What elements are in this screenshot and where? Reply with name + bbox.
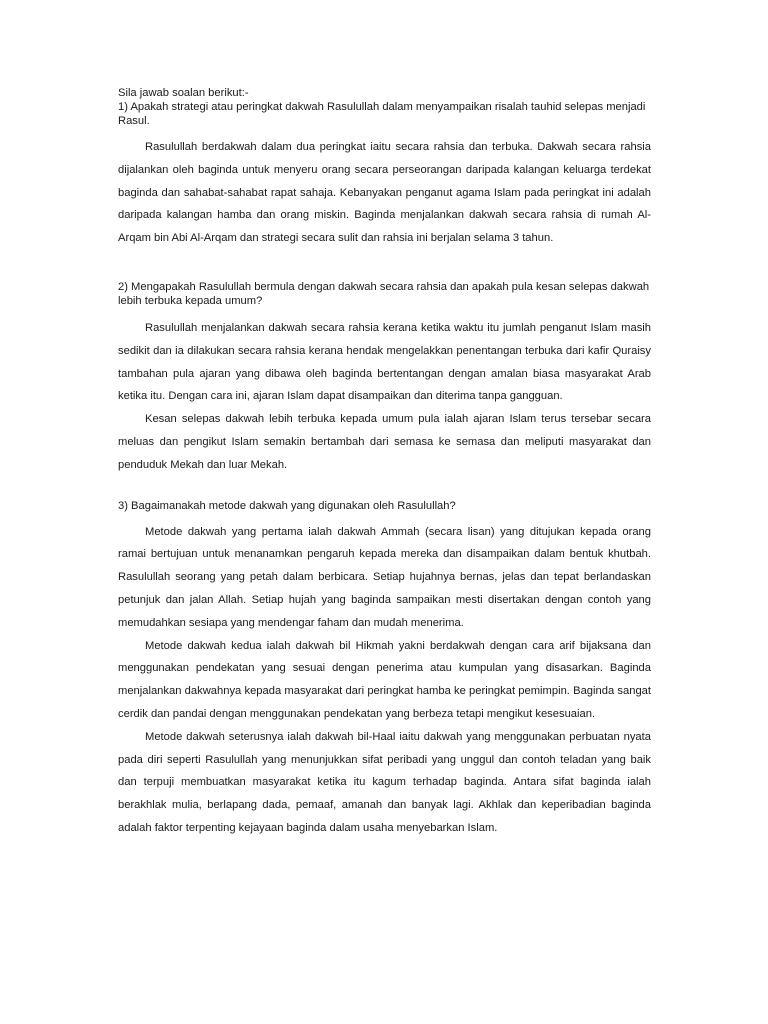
answer-2-paragraph-2: Kesan selepas dakwah lebih terbuka kepada umum pula ialah ajaran Islam terus tersebar secara meluas dan pengikut Islam semakin bertambah dari semasa ke semasa dan meliputi masyarakat dan penduduk Mekah dan luar Mekah. bbox=[118, 413, 651, 471]
answer-3-paragraph-1: Metode dakwah yang pertama ialah dakwah Ammah (secara lisan) yang ditujukan kepada orang ramai bertujuan untuk menanamkan pengaruh kepada mereka dan disampaikan dalam bentuk khutbah. Rasulullah seorang yang petah dalam berbicara. Setiap hujahnya bernas, jelas dan tepat berlandaskan petunjuk dan jalan Allah. Setiap hujah yang baginda sampaikan mesti disertakan dengan contoh yang memudahkan sesiapa yang mendengar faham dan mudah menerima. bbox=[118, 525, 651, 629]
intro-line: Sila jawab soalan berikut:- bbox=[118, 87, 249, 99]
question-2: 2) Mengapakah Rasulullah bermula dengan dakwah secara rahsia dan apakah pula kesan selepas dakwah lebih terbuka kepada umum? bbox=[118, 280, 650, 307]
question-1: 1) Apakah strategi atau peringkat dakwah Rasulullah dalam menyampaikan risalah tauhid selepas menjadi Rasul. bbox=[118, 101, 646, 127]
question-3: 3) Bagaimanakah metode dakwah yang digunakan oleh Rasulullah? bbox=[118, 499, 456, 512]
answer-1-paragraph-1: Rasulullah berdakwah dalam dua peringkat iaitu secara rahsia dan terbuka. Dakwah secara rahsia dijalankan oleh baginda untuk menyeru orang secara perseorangan daripada kalangan keluarga terdekat baginda dan sahabat-sahabat rapat sahaja. Kebanyakan penganut agama Islam pada peringkat ini adalah daripada kalangan hamba dan orang miskin. Baginda menjalankan dakwah secara rahsia di rumah Al-Arqam bin Abi Al-Arqam dan strategi secara sulit dan rahsia ini berjalan selama 3 tahun. bbox=[118, 141, 651, 245]
document-page bbox=[118, 86, 651, 840]
answer-3-paragraph-2: Metode dakwah kedua ialah dakwah bil Hikmah yakni berdakwah dengan cara arif bijaksana dan menggunakan pendekatan yang sesuai dengan penerima atau kumpulan yang disasarkan. Baginda menjalankan dakwahnya kepada masyarakat dari peringkat hamba ke peringkat pemimpin. Baginda sangat cerdik dan pandai dengan menggunakan pendekatan yang berbeza tetapi mengikut kesesuaian. bbox=[118, 639, 651, 720]
answer-3-paragraph-3: Metode dakwah seterusnya ialah dakwah bil-Haal iaitu dakwah yang menggunakan perbuatan nyata pada diri seperti Rasulullah yang menunjukkan sifat peribadi yang unggul dan contoh teladan yang baik dan terpuji membuatkan masyarakat ketika itu kagum terhadap baginda. Antara sifat baginda ialah berakhlak mulia, berlapang dada, pemaaf, amanah dan banyak lagi. Akhlak dan keperibadian baginda adalah faktor terpenting kejayaan baginda dalam usaha menyebarkan Islam. bbox=[118, 730, 651, 834]
answer-2-paragraph-1: Rasulullah menjalankan dakwah secara rahsia kerana ketika waktu itu jumlah penganut Islam masih sedikit dan ia dilakukan secara rahsia kerana hendak mengelakkan penentangan terbuka dari kafir Quraisy tambahan pula ajaran yang dibawa oleh baginda bertentangan dengan amalan biasa masyarakat Arab ketika itu. Dengan cara ini, ajaran Islam dapat disampaikan dan diterima tanpa gangguan. bbox=[118, 321, 651, 403]
